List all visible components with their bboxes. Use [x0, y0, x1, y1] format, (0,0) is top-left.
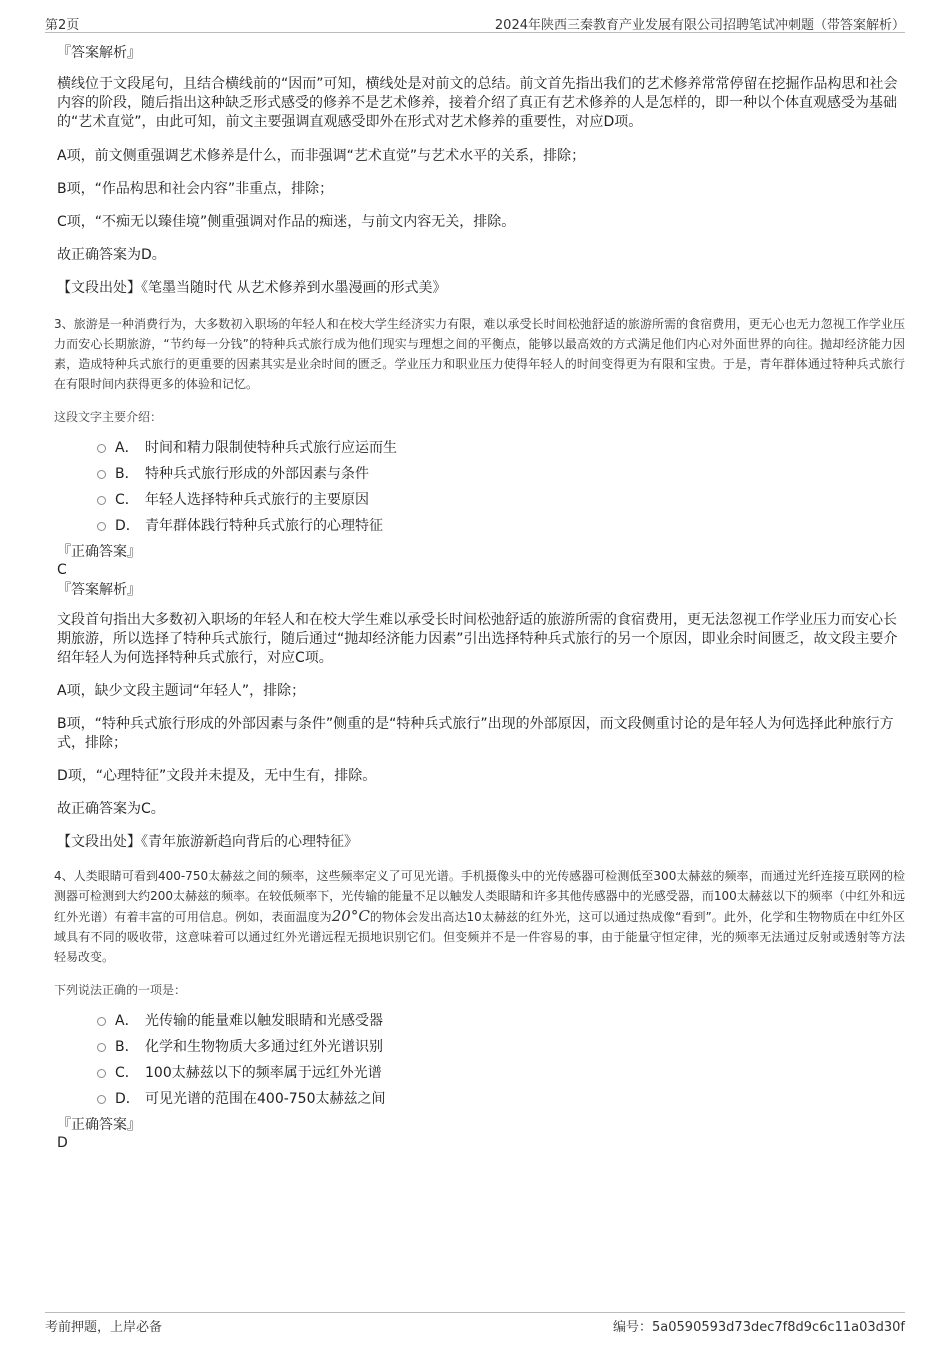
radio-icon[interactable]	[97, 496, 106, 505]
option-a[interactable]	[45, 1008, 905, 1034]
option-text: 可见光谱的范围在400-750太赫兹之间	[145, 1091, 386, 1107]
radio-icon[interactable]	[97, 1043, 106, 1052]
source-citation: 【文段出处】《青年旅游新趋向背后的心理特征》	[57, 834, 358, 850]
question-3-prompt: 这段文字主要介绍：	[54, 410, 163, 424]
analysis-text: 文段首句指出大多数初入职场的年轻人和在校大学生难以承受长时间松弛舒适的旅游所需的食宿费用，更无法忽视工作学业压力而安心长期旅游，所以选择了特种兵式旅行，随后通过“抛却经济能力因素”引出选择特种兵式旅行的另一个原因，即业余时间匮乏，故文段主要介绍年轻人为何选择特种兵式旅行，对应C项。	[57, 612, 898, 666]
option-text: 特种兵式旅行形成的外部因素与条件	[145, 466, 369, 482]
question-4-prompt: 下列说法正确的一项是：	[54, 983, 187, 997]
temperature-formula: 20°C	[331, 907, 370, 925]
page-content	[45, 44, 905, 1152]
option-text: 年轻人选择特种兵式旅行的主要原因	[145, 492, 369, 508]
analysis-label: 『答案解析』	[57, 582, 141, 598]
question-3-options	[45, 435, 905, 539]
option-c[interactable]	[45, 1060, 905, 1086]
analysis-label: 『答案解析』	[57, 45, 141, 61]
option-a[interactable]	[45, 435, 905, 461]
option-b-note: B项，“特种兵式旅行形成的外部因素与条件”侧重的是“特种兵式旅行”出现的外部原因，而文段侧重讨论的是年轻人为何选择此种旅行方式，排除；	[57, 716, 894, 751]
option-d[interactable]	[45, 513, 905, 539]
conclusion: 故正确答案为C。	[57, 801, 165, 817]
footer-slogan: 考前押题，上岸必备	[45, 1320, 163, 1335]
option-d[interactable]	[45, 1086, 905, 1112]
code-label: 编号：	[613, 1320, 653, 1335]
page-number: 第2页	[45, 18, 80, 33]
radio-icon[interactable]	[97, 522, 106, 531]
option-key: D．	[115, 1091, 140, 1107]
option-text: 光传输的能量难以触发眼睛和光感受器	[145, 1013, 383, 1029]
option-key: B．	[115, 466, 139, 482]
option-key: B．	[115, 1039, 139, 1055]
option-b-note: B项，“作品构思和社会内容”非重点，排除；	[57, 181, 334, 197]
option-a-note: A项，缺少文段主题词“年轻人”，排除；	[57, 683, 306, 699]
source-citation: 【文段出处】《笔墨当随时代 从艺术修养到水墨漫画的形式美》	[57, 280, 447, 296]
option-b[interactable]	[45, 1034, 905, 1060]
radio-icon[interactable]	[97, 1095, 106, 1104]
code-value: 5a0590593d73dec7f8d9c6c11a03d30f	[652, 1320, 905, 1335]
radio-icon[interactable]	[97, 1069, 106, 1078]
option-a-note: A项，前文侧重强调艺术修养是什么，而非强调“艺术直觉”与艺术水平的关系，排除；	[57, 148, 586, 164]
document-code	[613, 1316, 905, 1335]
option-c[interactable]	[45, 487, 905, 513]
correct-answer: C	[57, 562, 67, 578]
conclusion: 故正确答案为D。	[57, 247, 166, 263]
page-footer	[45, 1312, 905, 1333]
option-d-note: D项，“心理特征”文段并未提及，无中生有，排除。	[57, 768, 377, 784]
question-4-text-part1: 4、人类眼睛可看到400-750太赫兹之间的频率，这些频率定义了可见光谱。手机摄像头中的光传感器可检测低至300太赫兹的频率，而通过光纤连接互联网的检测器可检测到大约200太赫兹的频率。在较低频率下，光传输的能量不足以触发人类眼睛和许多其他传感器中的光感受器，而100太赫兹以下的频率（中红外和远红外光谱）有着丰富的可用信息。例如，表面温度为	[54, 869, 905, 924]
question-4-options	[45, 1008, 905, 1112]
option-text: 100太赫兹以下的频率属于远红外光谱	[145, 1065, 382, 1081]
option-b[interactable]	[45, 461, 905, 487]
question-3-text: 3、旅游是一种消费行为，大多数初入职场的年轻人和在校大学生经济实力有限，难以承受长时间松弛舒适的旅游所需的食宿费用，更无心也无力忽视工作学业压力而安心长期旅游，“节约每一分钱”的特种兵式旅行成为他们现实与理想之间的平衡点，能够以最高效的方式满足他们内心对外面世界的向往。抛却经济能力因素，造成特种兵式旅行的更重要的因素其实是业余时间的匮乏。学业压力和职业压力使得年轻人的时间变得更为有限和宝贵。于是，青年群体通过特种兵式旅行在有限时间内获得更多的体验和记忆。	[54, 317, 905, 391]
question-4-text-part2: 的物体会发出高达10太赫兹的红外光，这可以通过热成像“看到”。此外，化学和生物物质在中红外区域具有不同的吸收带，这意味着可以通过红外光谱远程无损地识别它们。但变频并不是一件容易的事，由于能量守恒定律，光的频率无法通过反射或透射等方法轻易改变。	[54, 910, 905, 964]
question-4-text	[54, 866, 905, 967]
page-header	[45, 12, 905, 33]
option-text: 青年群体践行特种兵式旅行的心理特征	[145, 518, 383, 534]
radio-icon[interactable]	[97, 444, 106, 453]
option-text: 时间和精力限制使特种兵式旅行应运而生	[145, 440, 397, 456]
option-key: D．	[115, 518, 140, 534]
document-title: 2024年陕西三秦教育产业发展有限公司招聘笔试冲刺题（带答案解析）	[494, 18, 905, 33]
option-text: 化学和生物物质大多通过红外光谱识别	[145, 1039, 383, 1055]
answer-label: 『正确答案』	[57, 1117, 141, 1133]
radio-icon[interactable]	[97, 470, 106, 479]
correct-answer: D	[57, 1135, 68, 1151]
option-key: A．	[115, 1013, 139, 1029]
answer-label: 『正确答案』	[57, 544, 141, 560]
option-key: A．	[115, 440, 139, 456]
analysis-text: 横线位于文段尾句，且结合横线前的“因而”可知，横线处是对前文的总结。前文首先指出我们的艺术修养常常停留在挖掘作品构思和社会内容的阶段，随后指出这种缺乏形式感受的修养不是艺术修养，接着介绍了真正有艺术修养的人是怎样的，即一种以个体直观感受为基础的“艺术直觉”，由此可知，前文主要强调直观感受即外在形式对艺术修养的重要性，对应D项。	[57, 76, 898, 130]
radio-icon[interactable]	[97, 1017, 106, 1026]
option-key: C．	[115, 1065, 139, 1081]
option-c-note: C项，“不痴无以臻佳境”侧重强调对作品的痴迷，与前文内容无关，排除。	[57, 214, 516, 230]
option-key: C．	[115, 492, 139, 508]
